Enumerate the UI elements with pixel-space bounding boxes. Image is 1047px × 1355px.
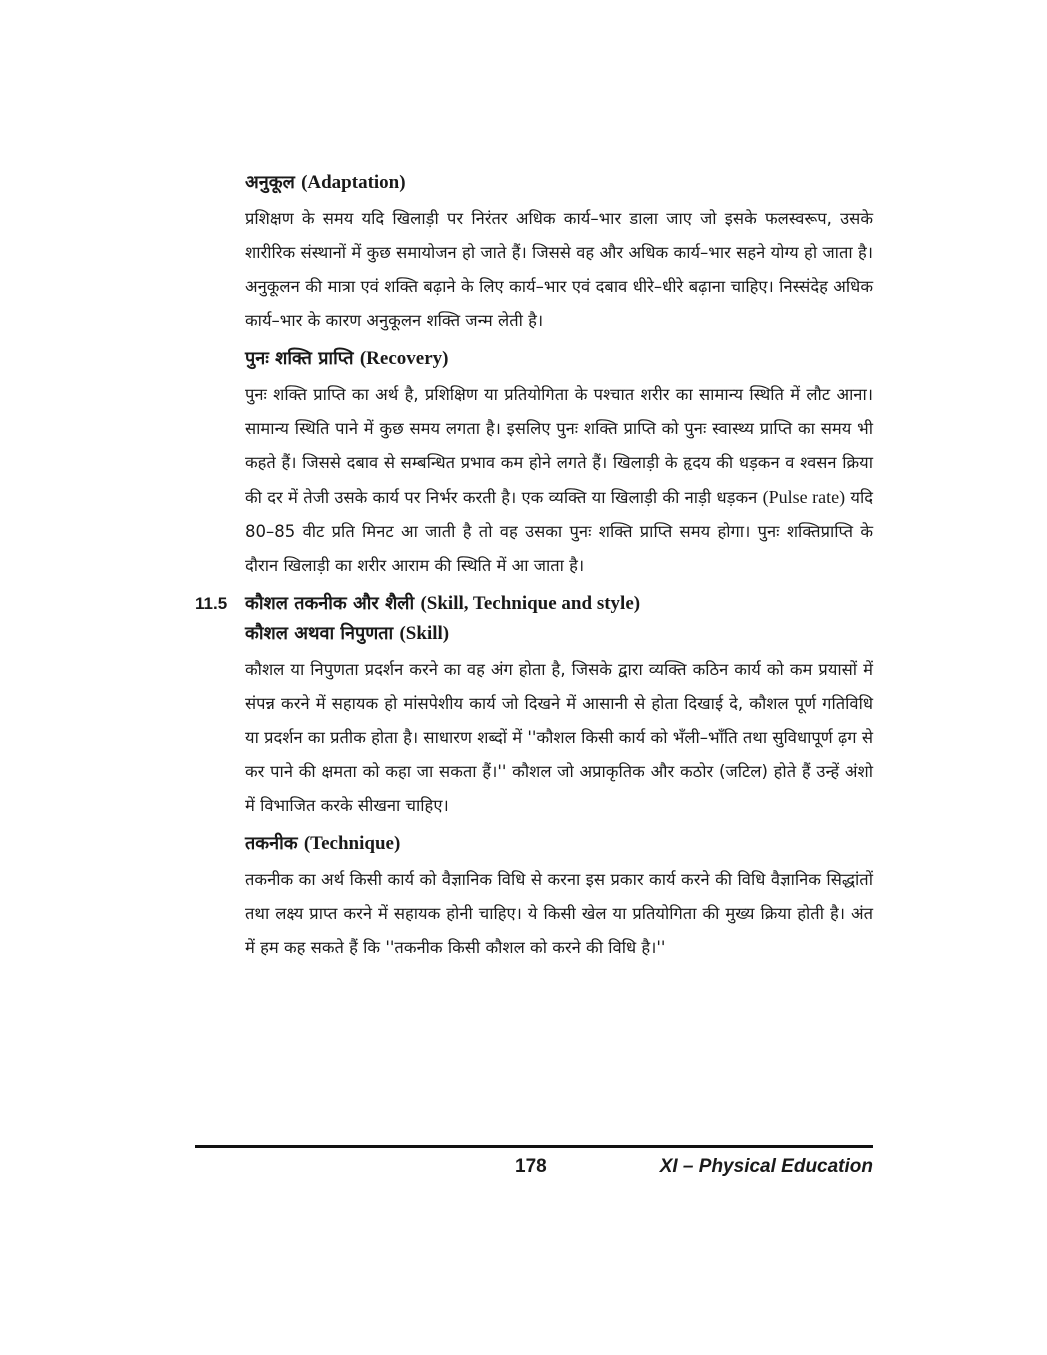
paragraph-recovery-part1: पुनः शक्ति प्राप्ति का अर्थ है, प्रशिक्षिण या प्रतियोगिता के पश्चात शरीर का सामान्य स्थिति में लौट आना। सामान्य स्थिति पाने में कुछ समय लगता है। इसलिए पुनः शक्ति प्राप्ति को पुनः स्वास्थ्य प्राप्ति का समय भी कहते हैं। जिससे दबाव से सम्बन्धित प्रभाव कम होने लगते हैं। खिलाड़ी के हृदय की धड़कन व श्वसन क्रिया की दर में तेजी उसके कार्य पर निर्भर करती है। एक व्यक्ति या खिलाड़ी की नाड़ी धड़कन — [245, 385, 873, 507]
section-11-5-heading — [195, 589, 873, 619]
page-content — [195, 168, 873, 971]
paragraph-skill: कौशल या निपुणता प्रदर्शन करने का वह अंग होता है, जिसके द्वारा व्यक्ति कठिन कार्य को कम प्रयासों में संपन्न करने में सहायक हो मांसपेशीय कार्य जो दिखने में आसानी से होता दिखाई दे, कौशल पूर्ण गतिविधि या प्रदर्शन का प्रतीक होता है। साधारण शब्दों में ''कौशल किसी कार्य को भँली–भाँति तथा सुविधापूर्ण ढ़ग से कर पाने की क्षमता को कहा जा सकता हैं।'' कौशल जो अप्राकृतिक और कठोर (जटिल) होते हैं उन्हें अंशो में विभाजित करके सीखना चाहिए। — [245, 660, 873, 815]
paragraph-adaptation: प्रशिक्षण के समय यदि खिलाड़ी पर निरंतर अधिक कार्य–भार डाला जाए जो इसके फलस्वरूप, उसके शारीरिक संस्थानों में कुछ समायोजन हो जाते हैं। जिससे वह और अधिक कार्य–भार सहने योग्य हो जाता है। अनुकूलन की मात्रा एवं शक्ति बढ़ाने के लिए कार्य–भार एवं दबाव धीरे–धीरे बढ़ाना चाहिए। निस्संदेह अधिक कार्य–भार के कारण अनुकूलन शक्ति जन्म लेती है। — [245, 209, 873, 330]
paragraph-recovery — [245, 378, 873, 583]
footer-rule — [195, 1145, 873, 1148]
heading-technique-en: (Technique) — [303, 833, 401, 854]
section-number: 11.5 — [195, 594, 228, 613]
heading-technique — [245, 829, 873, 859]
heading-skill — [245, 619, 873, 649]
heading-adaptation-en: (Adaptation) — [301, 172, 406, 193]
heading-technique-hi: तकनीक — [245, 833, 298, 854]
section-11-5-title-en: (Skill, Technique and style) — [420, 593, 641, 614]
heading-recovery-hi: पुनः शक्ति प्राप्ति — [245, 348, 354, 369]
heading-adaptation — [245, 168, 873, 198]
heading-skill-en: (Skill) — [399, 623, 450, 644]
paragraph-recovery-part2: यदि 80–85 वीट प्रति मिनट आ जाती है तो वह उसका पुनः शक्ति प्राप्ति समय होगा। पुनः शक्तिप्राप्ति के दौरान खिलाड़ी का शरीर आराम की स्थिति में आ जाता है। — [245, 488, 873, 575]
heading-recovery — [245, 344, 873, 374]
heading-recovery-en: (Recovery) — [359, 348, 449, 369]
footer-book-title: XI – Physical Education — [659, 1156, 873, 1177]
paragraph-technique: तकनीक का अर्थ किसी कार्य को वैज्ञानिक विधि से करना इस प्रकार कार्य करने की विधि वैज्ञानिक सिद्धांतों तथा लक्ष्य प्राप्त करने में सहायक होनी चाहिए। ये किसी खेल या प्रतियोगिता की मुख्य क्रिया होती है। अंत में हम कह सकते हैं कि ''तकनीक किसी कौशल को करने की विधि है।'' — [245, 870, 873, 957]
heading-adaptation-hi: अनुकूल — [245, 172, 295, 193]
section-11-5-title — [245, 589, 873, 619]
heading-skill-hi: कौशल अथवा निपुणता — [245, 623, 394, 644]
paragraph-recovery-pulse-rate: (Pulse rate) — [762, 487, 846, 507]
page-number: 178 — [515, 1156, 547, 1177]
section-11-5-title-hi: कौशल तकनीक और शैली — [245, 593, 415, 614]
